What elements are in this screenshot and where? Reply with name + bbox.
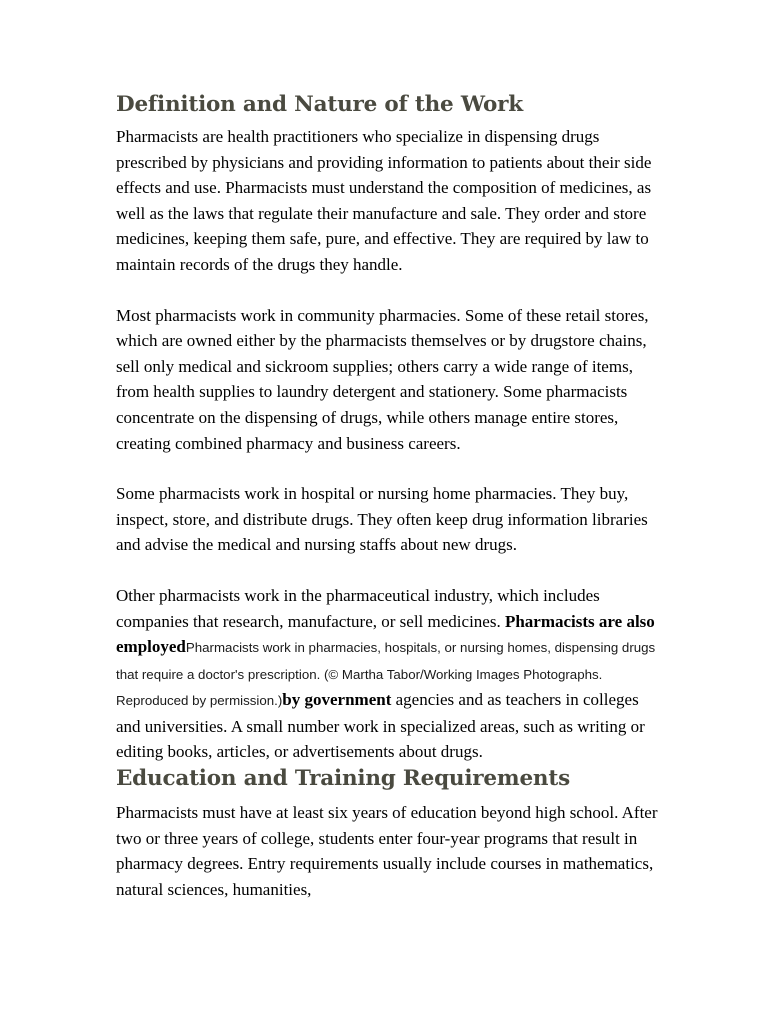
document-page (116, 90, 661, 902)
paragraph-4-emphasis-2: by government (282, 690, 392, 710)
section-heading-definition: Definition and Nature of the Work (116, 92, 523, 117)
paragraph-1: Pharmacists are health practitioners who specialize in dispensing drugs prescribed by physicians and providing information to patients about their side effects and use. Pharmacists must understand the composition of medicines, as well as the laws that regulate their manufacture and sale. They order and store medicines, keeping them safe, pure, and effective. They are required by law to maintain records of the drugs they handle. (116, 127, 652, 274)
paragraph-gap (116, 456, 661, 481)
paragraph-4 (116, 583, 661, 765)
paragraph-4-emphasis-1: Pharmacists are also employed (116, 611, 655, 657)
paragraph-4-start: Other pharmacists work in the pharmaceutical industry, which includes companies that research, manufacture, or sell medicines. (116, 585, 600, 631)
paragraph-2: Most pharmacists work in community pharmacies. Some of these retail stores, which are owned either by the pharmacists themselves or by drugstore chains, sell only medical and sickroom supplies; others carry a wide range of items, from health supplies to laundry detergent and stationery. Some pharmacists concentrate on the dispensing of drugs, while others manage entire stores, creating combined pharmacy and business careers. (116, 305, 649, 453)
paragraph-gap (116, 278, 661, 303)
paragraph-4-end: agencies and as teachers in colleges and universities. A small number work in specialized areas, such as writing or editing books, articles, or advertisements about drugs. (116, 690, 645, 762)
paragraph-gap (116, 558, 661, 583)
section-heading-education: Education and Training Requirements (116, 766, 571, 792)
paragraph-3: Some pharmacists work in hospital or nursing home pharmacies. They buy, inspect, store, and distribute drugs. They often keep drug information libraries and advise the medical and nursing staffs about new drugs. (116, 484, 648, 555)
image-caption: Pharmacists work in pharmacies, hospitals, or nursing homes, dispensing drugs that require a doctor's prescription. (© Martha Tabor/Working Images Photographs. Reproduced by permission.) (116, 640, 656, 709)
paragraph-5: Pharmacists must have at least six years of education beyond high school. After two or three years of college, students enter four-year programs that result in pharmacy degrees. Entry requirements usually include courses in mathematics, natural sciences, humanities, (116, 803, 658, 899)
